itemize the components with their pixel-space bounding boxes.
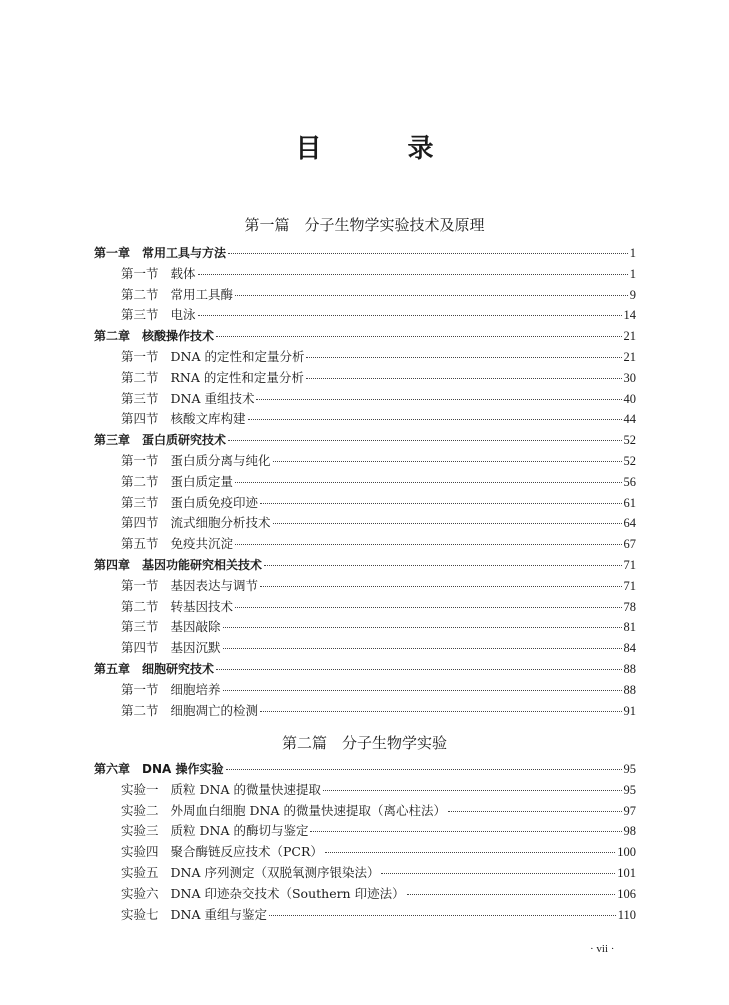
toc-entry-label (121, 576, 258, 597)
toc-entry-title: 电泳 (170, 307, 196, 323)
toc-entry-number: 第一节 (121, 265, 159, 281)
toc-entry-title: 核酸操作技术 (142, 329, 215, 344)
toc-entry-page: 1 (629, 266, 636, 281)
toc-entry-number: 第四章 (94, 557, 131, 572)
toc-entry-page: 71 (623, 557, 636, 572)
toc-entry-label (121, 493, 258, 514)
dot-leader (448, 811, 622, 812)
toc-entry-page: 81 (623, 620, 636, 635)
toc-entry-label (94, 430, 226, 451)
dot-leader (223, 690, 622, 691)
toc-entry-page: 78 (623, 599, 636, 614)
toc-entry-number: 第四节 (121, 640, 159, 656)
toc-entry-title: 聚合酶链反应技术（PCR） (170, 844, 323, 860)
toc-section-entry[interactable] (94, 801, 636, 822)
toc-entry-label (121, 842, 323, 863)
dot-leader (235, 607, 621, 608)
dot-leader (256, 399, 621, 400)
toc-entry-number: 第二节 (121, 286, 159, 302)
toc-entry-label (121, 884, 405, 905)
dot-leader (235, 295, 628, 296)
toc-chapter-entry[interactable] (94, 326, 636, 347)
dot-leader (323, 790, 622, 791)
toc-entry-label (94, 326, 214, 347)
toc-entry-number: 第一节 (121, 577, 159, 593)
toc-entry-number: 第二节 (121, 598, 159, 614)
toc-entry-label (121, 863, 379, 884)
toc-entry-title: DNA 重组技术 (170, 390, 255, 406)
toc-entry-title: 蛋白质研究技术 (142, 433, 227, 448)
toc-entry-label (94, 759, 224, 780)
toc-entry-page: 30 (623, 370, 636, 385)
dot-leader (269, 915, 616, 916)
toc-entry-number: 第二节 (121, 369, 159, 385)
toc-entry-number: 第二章 (94, 329, 131, 344)
dot-leader (260, 711, 621, 712)
toc-entry-number: 第四节 (121, 411, 159, 427)
dot-leader (216, 336, 621, 337)
toc-entry-label (121, 305, 196, 326)
toc-section-entry[interactable] (94, 285, 636, 306)
toc-entry-label (121, 801, 446, 822)
dot-leader (310, 831, 621, 832)
toc-entry-title: 载体 (170, 265, 196, 281)
toc-entry-page: 71 (623, 578, 636, 593)
toc-entry-label (121, 780, 321, 801)
toc-entry-title: 细胞研究技术 (142, 661, 215, 676)
dot-leader (228, 440, 621, 441)
toc-section-entry[interactable] (94, 576, 636, 597)
dot-leader (325, 852, 615, 853)
toc-entry-number: 实验四 (121, 844, 159, 860)
toc-entry-page: 52 (623, 453, 636, 468)
dot-leader (306, 378, 622, 379)
toc-entry-title: 基因功能研究相关技术 (142, 557, 263, 572)
part-heading-2: 第二篇 分子生物学实验 (281, 734, 447, 752)
toc-entry-number: 第一章 (94, 246, 131, 260)
toc-section-entry[interactable] (94, 821, 636, 842)
toc-section-entry[interactable] (94, 389, 636, 410)
toc-list-part-2 (94, 759, 636, 925)
dot-leader (198, 274, 628, 275)
toc-list-part-1 (94, 243, 636, 721)
toc-entry-page: 84 (623, 641, 636, 656)
toc-entry-number: 第一节 (121, 452, 159, 468)
toc-entry-title: 细胞培养 (170, 681, 221, 697)
toc-entry-page: 40 (623, 391, 636, 406)
toc-section-entry[interactable] (94, 884, 636, 905)
toc-entry-label (121, 513, 271, 534)
toc-section-entry[interactable] (94, 305, 636, 326)
dot-leader (226, 769, 622, 770)
dot-leader (273, 523, 622, 524)
dot-leader (248, 419, 622, 420)
toc-entry-title: 蛋白质免疫印迹 (170, 494, 259, 510)
toc-entry-title: 免疫共沉淀 (170, 536, 234, 552)
toc-entry-number: 实验二 (121, 802, 159, 818)
toc-entry-page: 52 (623, 433, 636, 448)
toc-entry-number: 第三节 (121, 390, 159, 406)
toc-entry-page: 56 (623, 474, 636, 489)
toc-entry-number: 第五节 (121, 536, 159, 552)
toc-entry-page: 21 (623, 349, 636, 364)
part-heading-1: 第一篇 分子生物学实验技术及原理 (244, 216, 485, 234)
toc-entry-number: 实验三 (121, 823, 159, 839)
toc-section-entry[interactable] (94, 680, 636, 701)
toc-entry-title: 核酸文库构建 (170, 411, 246, 427)
toc-section-entry[interactable] (94, 863, 636, 884)
toc-entry-number: 第二节 (121, 473, 159, 489)
toc-entry-label (121, 389, 254, 410)
toc-entry-number: 实验五 (121, 864, 159, 880)
toc-entry-number: 第一节 (121, 681, 159, 697)
toc-entry-title: 基因沉默 (170, 640, 221, 656)
toc-entry-page: 106 (617, 886, 636, 901)
toc-entry-number: 第三节 (121, 307, 159, 323)
toc-section-entry[interactable] (94, 780, 636, 801)
toc-entry-page: 97 (623, 803, 636, 818)
toc-entry-number: 第一节 (121, 348, 159, 364)
toc-entry-page: 95 (623, 762, 636, 776)
toc-entry-page: 9 (629, 287, 636, 302)
toc-section-entry[interactable] (94, 493, 636, 514)
toc-entry-label (94, 659, 214, 680)
dot-leader (198, 315, 622, 316)
toc-entry-label (121, 680, 221, 701)
toc-entry-number: 第三章 (94, 433, 131, 448)
toc-entry-label (121, 368, 304, 389)
toc-entry-label (121, 264, 196, 285)
toc-entry-page: 61 (623, 495, 636, 510)
toc-entry-page: 14 (623, 308, 636, 323)
toc-entry-number: 第二节 (121, 702, 159, 718)
toc-entry-title: 外周血白细胞 DNA 的微量快速提取（离心柱法） (170, 802, 446, 818)
toc-entry-label (121, 285, 233, 306)
toc-entry-page: 88 (623, 682, 636, 697)
toc-entry-label (121, 701, 258, 722)
toc-section-entry[interactable] (94, 409, 636, 430)
dot-leader (223, 648, 622, 649)
toc-entry-title: DNA 序列测定（双脱氧测序银染法） (170, 864, 380, 880)
dot-leader (260, 503, 621, 504)
toc-entry-number: 第三节 (121, 619, 159, 635)
toc-section-entry[interactable] (94, 905, 636, 926)
toc-entry-page: 101 (617, 865, 636, 880)
toc-entry-title: DNA 的定性和定量分析 (170, 348, 305, 364)
toc-entry-page: 1 (629, 246, 636, 260)
toc-section-entry[interactable] (94, 451, 636, 472)
toc-section-entry[interactable] (94, 264, 636, 285)
toc-entry-title: 常用工具与方法 (142, 246, 227, 260)
toc-section-entry[interactable] (94, 534, 636, 555)
toc-entry-number: 第六章 (94, 762, 131, 776)
dot-leader (223, 627, 622, 628)
toc-entry-title: DNA 操作实验 (142, 762, 224, 776)
toc-entry-page: 64 (623, 516, 636, 531)
toc-entry-title: 基因敲除 (170, 619, 221, 635)
toc-entry-page: 95 (623, 782, 636, 797)
toc-title: 目 录 (295, 134, 464, 164)
toc-entry-label (121, 821, 308, 842)
toc-entry-title: 蛋白质定量 (170, 473, 234, 489)
toc-entry-title: 流式细胞分析技术 (170, 515, 271, 531)
toc-entry-number: 实验一 (121, 781, 159, 797)
toc-entry-title: 基因表达与调节 (170, 577, 259, 593)
toc-section-entry[interactable] (94, 638, 636, 659)
toc-entry-title: 常用工具酶 (170, 286, 234, 302)
toc-entry-number: 实验七 (121, 906, 159, 922)
toc-chapter-entry[interactable] (94, 430, 636, 451)
dot-leader (235, 482, 621, 483)
toc-entry-label (121, 597, 233, 618)
toc-entry-label (121, 905, 267, 926)
toc-entry-page: 98 (623, 824, 636, 839)
toc-entry-page: 67 (623, 537, 636, 552)
toc-section-entry[interactable] (94, 472, 636, 493)
toc-section-entry[interactable] (94, 597, 636, 618)
toc-entry-label (121, 409, 246, 430)
toc-chapter-entry[interactable] (94, 659, 636, 680)
toc-entry-title: 质粒 DNA 的酶切与鉴定 (170, 823, 309, 839)
dot-leader (228, 253, 628, 254)
dot-leader (264, 565, 621, 566)
dot-leader (216, 669, 621, 670)
toc-entry-title: 转基因技术 (170, 598, 234, 614)
toc-chapter-entry[interactable] (94, 759, 636, 780)
toc-entry-title: DNA 重组与鉴定 (170, 906, 267, 922)
toc-entry-title: 蛋白质分离与纯化 (170, 452, 271, 468)
toc-section-entry[interactable] (94, 701, 636, 722)
toc-entry-number: 第五章 (94, 661, 131, 676)
dot-leader (306, 357, 621, 358)
toc-entry-label (121, 638, 221, 659)
toc-section-entry[interactable] (94, 347, 636, 368)
toc-entry-page: 21 (623, 329, 636, 344)
page-number-footer: · vii · (590, 943, 615, 955)
dot-leader (407, 894, 616, 895)
toc-section-entry[interactable] (94, 513, 636, 534)
toc-entry-label (121, 534, 233, 555)
toc-entry-label (94, 555, 262, 576)
dot-leader (273, 461, 622, 462)
toc-entry-label (121, 347, 304, 368)
toc-entry-page: 88 (623, 661, 636, 676)
toc-entry-page: 100 (617, 845, 636, 860)
toc-chapter-entry[interactable] (94, 555, 636, 576)
toc-chapter-entry[interactable] (94, 243, 636, 264)
toc-entry-title: 质粒 DNA 的微量快速提取 (170, 781, 321, 797)
toc-entry-number: 第三节 (121, 494, 159, 510)
toc-section-entry[interactable] (94, 842, 636, 863)
toc-entry-label (121, 617, 221, 638)
toc-entry-label (121, 451, 271, 472)
dot-leader (260, 586, 621, 587)
toc-entry-title: 细胞凋亡的检测 (170, 702, 259, 718)
toc-entry-number: 第四节 (121, 515, 159, 531)
toc-entry-number: 实验六 (121, 885, 159, 901)
dot-leader (381, 873, 615, 874)
toc-entry-label (94, 243, 226, 264)
toc-entry-label (121, 472, 233, 493)
toc-section-entry[interactable] (94, 368, 636, 389)
toc-entry-page: 110 (617, 907, 636, 922)
toc-section-entry[interactable] (94, 617, 636, 638)
toc-entry-page: 91 (623, 703, 636, 718)
toc-entry-title: DNA 印迹杂交技术（Southern 印迹法） (170, 885, 405, 901)
toc-entry-title: RNA 的定性和定量分析 (170, 369, 304, 385)
dot-leader (235, 544, 621, 545)
toc-entry-page: 44 (623, 412, 636, 427)
